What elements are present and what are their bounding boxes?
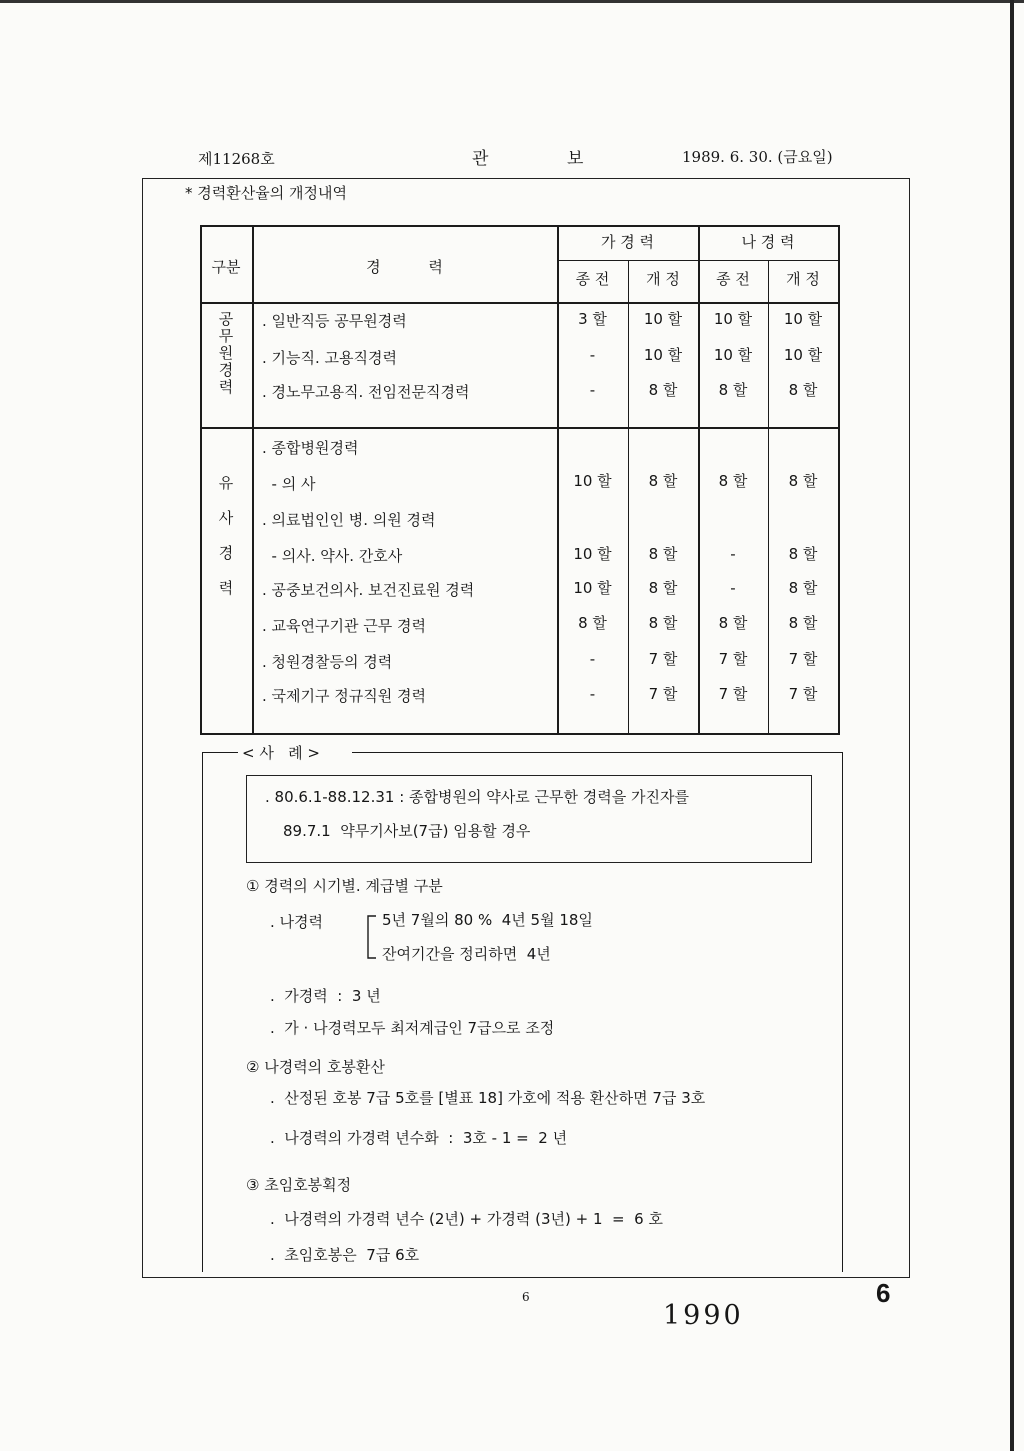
cell-value: 10 할 bbox=[713, 346, 753, 364]
issue-date: 1989. 6. 30. (금요일) bbox=[682, 148, 833, 166]
page-number-small: 6 bbox=[522, 1290, 530, 1304]
sub-header-a-new: 개 정 bbox=[646, 270, 680, 288]
cell-value: 10 할 bbox=[783, 346, 823, 364]
cell-value: - bbox=[730, 579, 736, 597]
row-label: . 기능직. 고용직경력 bbox=[262, 349, 397, 367]
cell-value: 8 할 bbox=[788, 472, 818, 490]
cell-value: 7 할 bbox=[718, 685, 748, 703]
row-label: . 경노무고용직. 전임전문직경력 bbox=[262, 383, 470, 401]
col-career-header: 경 력 bbox=[366, 258, 443, 276]
row-label: . 교육연구기관 근무 경력 bbox=[262, 617, 426, 635]
cell-value: 7 할 bbox=[648, 650, 678, 668]
step1-title: ① 경력의 시기별. 계급별 구분 bbox=[246, 877, 443, 895]
table-rule bbox=[698, 225, 700, 735]
cell-value: 7 할 bbox=[788, 685, 818, 703]
col-category-header: 구분 bbox=[211, 258, 241, 276]
step1-a-2: 잔여기간을 정리하면 4년 bbox=[382, 945, 551, 963]
case-box bbox=[246, 775, 812, 863]
step3-a: . 나경력의 가경력 년수 (2년) + 가경력 (3년) + 1 = 6 호 bbox=[270, 1210, 663, 1228]
cell-value: 8 할 bbox=[648, 614, 678, 632]
step2-title: ② 나경력의 호봉환산 bbox=[246, 1058, 385, 1076]
table-rule bbox=[768, 260, 769, 735]
step2-b: . 나경력의 가경력 년수화 : 3호 - 1 = 2 년 bbox=[270, 1129, 568, 1147]
table-rule bbox=[200, 225, 840, 227]
case-line-2: 89.7.1 약무기사보(7급) 임용할 경우 bbox=[283, 822, 531, 840]
example-rule-left bbox=[202, 752, 238, 753]
cell-value: 8 할 bbox=[648, 545, 678, 563]
table-rule bbox=[252, 225, 254, 735]
step1-b: . 가경력 : 3 년 bbox=[270, 987, 381, 1005]
category-similar-career: 유 사 경 력 bbox=[218, 474, 234, 597]
cell-value: 10 할 bbox=[573, 545, 612, 563]
cell-value: 8 할 bbox=[788, 579, 818, 597]
step3-b: . 초임호봉은 7급 6호 bbox=[270, 1246, 420, 1264]
stamp-year: 1990 bbox=[663, 1300, 744, 1331]
category-public-service: 공 무 원 경 력 bbox=[218, 310, 234, 396]
cell-value: 10 할 bbox=[713, 310, 753, 328]
group-a-header: 가 경 력 bbox=[600, 233, 654, 251]
cell-value: 10 할 bbox=[573, 472, 612, 490]
table-rule bbox=[200, 302, 840, 304]
step1-a-label: . 나경력 bbox=[270, 913, 324, 931]
row-label: . 일반직등 공무원경력 bbox=[262, 312, 407, 330]
cell-value: 8 할 bbox=[648, 579, 678, 597]
sub-header-b-new: 개 정 bbox=[786, 270, 820, 288]
cell-value: 8 할 bbox=[718, 381, 748, 399]
cell-value: 10 할 bbox=[643, 346, 683, 364]
row-label: . 종합병원경력 bbox=[262, 439, 359, 457]
table-rule bbox=[200, 733, 840, 735]
cell-value: 8 할 bbox=[788, 614, 818, 632]
table-rule bbox=[200, 225, 202, 735]
cell-value: 10 할 bbox=[783, 310, 823, 328]
row-label: . 국제기구 정규직원 경력 bbox=[262, 687, 426, 705]
sub-header-a-old: 종 전 bbox=[575, 270, 610, 288]
step3-title: ③ 초임호봉획정 bbox=[246, 1176, 352, 1194]
case-line-1: . 80.6.1-88.12.31 : 종합병원의 약사로 근무한 경력을 가진자를 bbox=[265, 788, 689, 806]
scan-right-edge bbox=[1010, 0, 1014, 1451]
row-label: - 의 사 bbox=[262, 475, 316, 493]
row-label: . 공중보건의사. 보건진료원 경력 bbox=[262, 581, 475, 599]
bracket-icon bbox=[364, 914, 378, 960]
cell-value: 8 할 bbox=[648, 381, 678, 399]
group-b-header: 나 경 력 bbox=[741, 233, 795, 251]
table-rule bbox=[628, 260, 629, 735]
cell-value: 10 할 bbox=[573, 579, 612, 597]
table-rule bbox=[200, 427, 840, 429]
cell-value: - bbox=[589, 346, 596, 364]
cell-value: - bbox=[589, 685, 596, 703]
sub-header-b-old: 종 전 bbox=[716, 270, 750, 288]
cell-value: - bbox=[589, 650, 596, 668]
cell-value: 10 할 bbox=[643, 310, 683, 328]
cell-value: 8 할 bbox=[788, 545, 818, 563]
cell-value: - bbox=[589, 381, 596, 399]
cell-value: 3 할 bbox=[578, 310, 607, 328]
scan-top-edge bbox=[0, 0, 1024, 3]
cell-value: 8 할 bbox=[718, 472, 748, 490]
cell-value: 8 할 bbox=[788, 381, 818, 399]
example-rule-leftside bbox=[202, 752, 203, 1272]
career-rate-table bbox=[200, 225, 840, 735]
row-label: . 의료법인인 병. 의원 경력 bbox=[262, 511, 436, 529]
issue-number: 제11268호 bbox=[198, 150, 275, 168]
section-title: * 경력환산율의 개정내역 bbox=[185, 184, 347, 202]
table-rule bbox=[838, 225, 840, 735]
gazette-title-1: 관 bbox=[472, 149, 489, 169]
cell-value: 8 할 bbox=[578, 614, 607, 632]
cell-value: 7 할 bbox=[718, 650, 748, 668]
row-label: . 청원경찰등의 경력 bbox=[262, 653, 393, 671]
example-rule-right bbox=[352, 752, 842, 753]
table-rule bbox=[557, 225, 559, 735]
cell-value: 7 할 bbox=[788, 650, 818, 668]
step1-a-1: 5년 7월의 80 % 4년 5월 18일 bbox=[382, 911, 593, 929]
gazette-title-2: 보 bbox=[567, 149, 584, 169]
step1-c: . 가 · 나경력모두 최저계급인 7급으로 조정 bbox=[270, 1019, 555, 1037]
example-rule-rightside bbox=[842, 752, 843, 1272]
example-heading: < 사 례 > bbox=[242, 744, 320, 762]
cell-value: 8 할 bbox=[648, 472, 678, 490]
cell-value: 8 할 bbox=[718, 614, 748, 632]
page-number-large: 6 bbox=[876, 1278, 891, 1308]
cell-value: - bbox=[730, 545, 736, 563]
step2-a: . 산정된 호봉 7급 5호를 [별표 18] 가호에 적용 환산하면 7급 3호 bbox=[270, 1089, 706, 1107]
cell-value: 7 할 bbox=[648, 685, 678, 703]
row-label: - 의사. 약사. 간호사 bbox=[262, 547, 403, 565]
